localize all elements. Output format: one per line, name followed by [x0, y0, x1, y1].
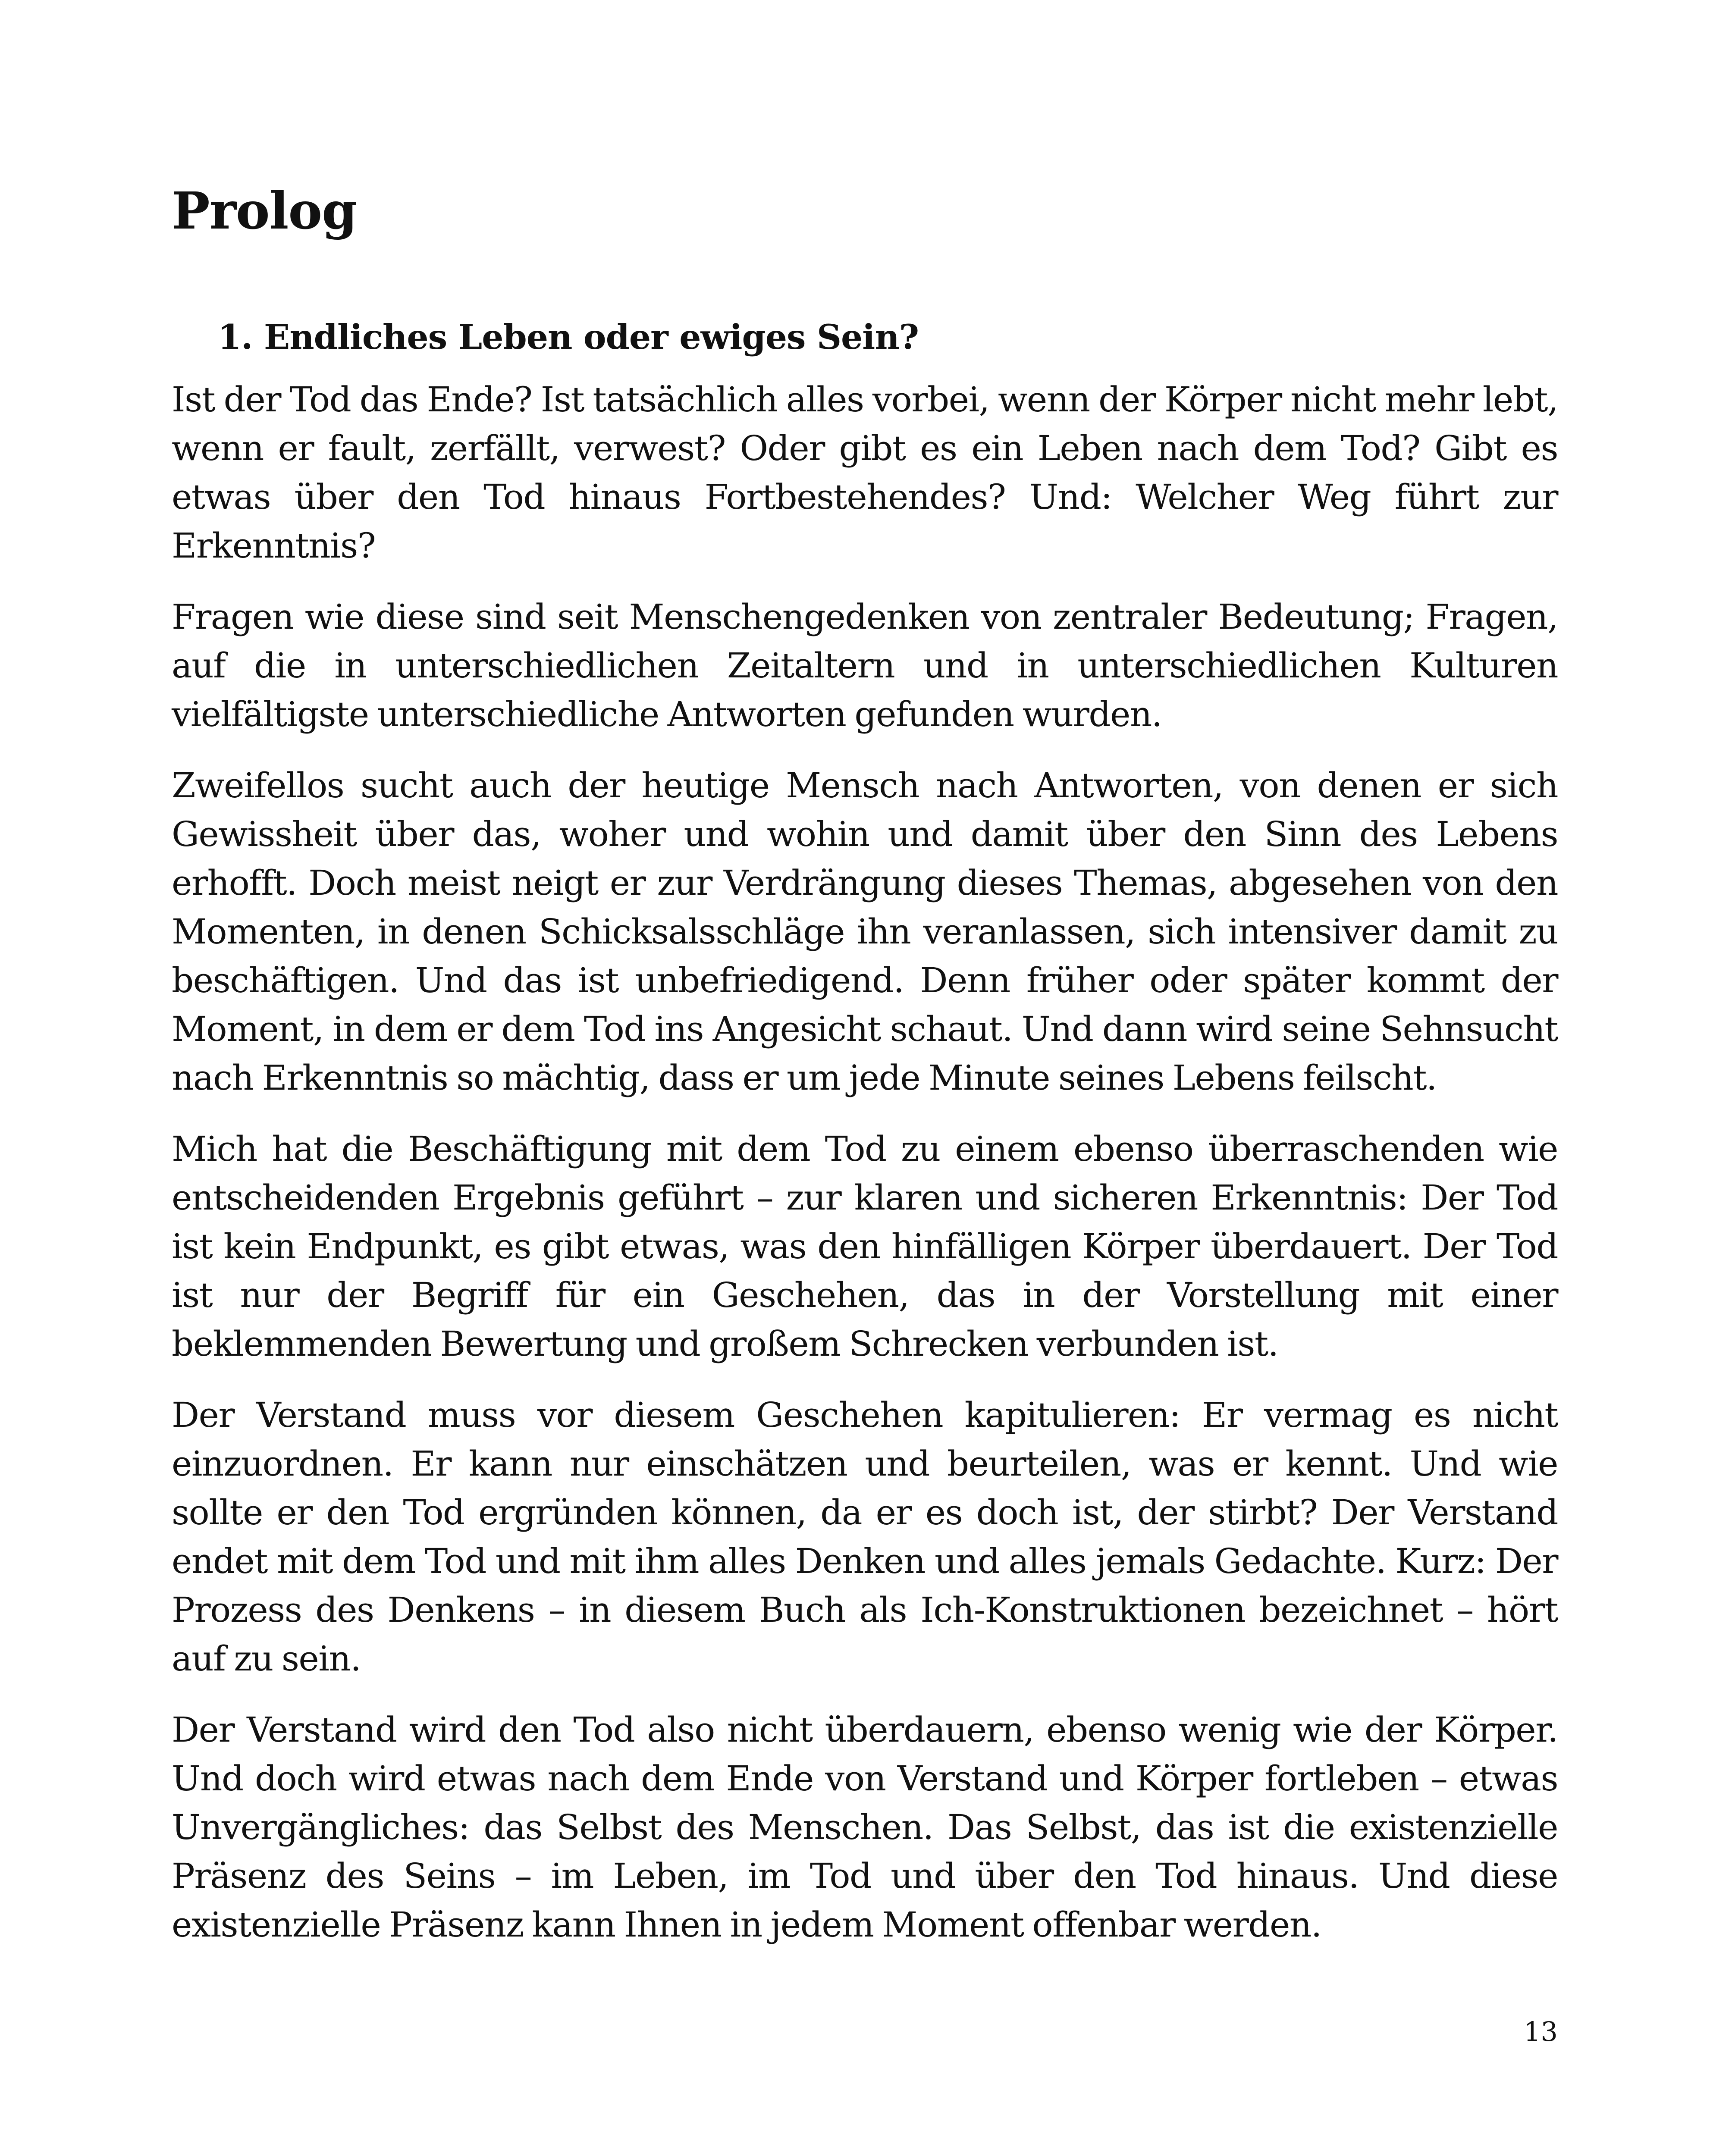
paragraph-6: Der Verstand wird den Tod also nicht überdauern, ebenso wenig wie der Körper. Und doch wird etwas nach dem Ende von Verstand und Körper fortleben – etwas Unvergängliches: das Selbst des Menschen. Das Selbst, das ist die existenzielle Präsenz des Seins – im Leben, im Tod und über den Tod hinaus. Und diese existenzielle Präsenz kann Ihnen in jedem Moment offenbar werden. — [172, 1710, 1558, 1945]
paragraph-3: Zweifellos sucht auch der heutige Mensch nach Antworten, von denen er sich Gewissheit über das, woher und wohin und damit über den Sinn des Lebens erhofft. Doch meist neigt er zur Verdrängung dieses Themas, abgesehen von den Momenten, in denen Schicksalsschläge ihn veranlassen, sich intensiver damit zu beschäftigen. Und das ist unbefriedigend. Denn früher oder später kommt der Moment, in dem er dem Tod ins Angesicht schaut. Und dann wird seine Sehnsucht nach Erkenntnis so mächtig, dass er um jede Minute seines Lebens feilscht. — [172, 765, 1558, 1098]
paragraph-2: Fragen wie diese sind seit Menschengedenken von zentraler Bedeutung; Fragen, auf die in unterschiedlichen Zeitaltern und in unterschiedlichen Kulturen vielfältigste unterschiedliche Antworten gefunden wurden. — [172, 597, 1558, 734]
chapter-title: Prolog — [172, 181, 357, 241]
body-text — [172, 375, 1558, 1971]
paragraph-4: Mich hat die Beschäftigung mit dem Tod zu einem ebenso überraschenden wie entscheidenden Ergebnis geführt – zur klaren und sicheren Erkenntnis: Der Tod ist kein Endpunkt, es gibt etwas, was den hinfälligen Körper überdauert. Der Tod ist nur der Begriff für ein Geschehen, das in der Vorstellung mit einer beklemmenden Bewertung und großem Schrecken verbunden ist. — [172, 1129, 1558, 1364]
section-heading: 1. Endliches Leben oder ewiges Sein? — [218, 317, 919, 357]
paragraph-5: Der Verstand muss vor diesem Geschehen kapitulieren: Er vermag es nicht einzuordnen. Er kann nur einschätzen und beurteilen, was er kennt. Und wie sollte er den Tod ergründen können, da er es doch ist, der stirbt? Der Verstand endet mit dem Tod und mit ihm alles Denken und alles jemals Gedachte. Kurz: Der Prozess des Denkens – in diesem Buch als Ich-Konstruktionen bezeichnet – hört auf zu sein. — [172, 1395, 1558, 1679]
page-number: 13 — [1524, 2016, 1558, 2047]
paragraph-1: Ist der Tod das Ende? Ist tatsächlich alles vorbei, wenn der Körper nicht mehr lebt, wenn er fault, zerfällt, verwest? Oder gibt es ein Leben nach dem Tod? Gibt es etwas über den Tod hinaus Fortbestehendes? Und: Welcher Weg führt zur Erkenntnis? — [172, 379, 1558, 566]
